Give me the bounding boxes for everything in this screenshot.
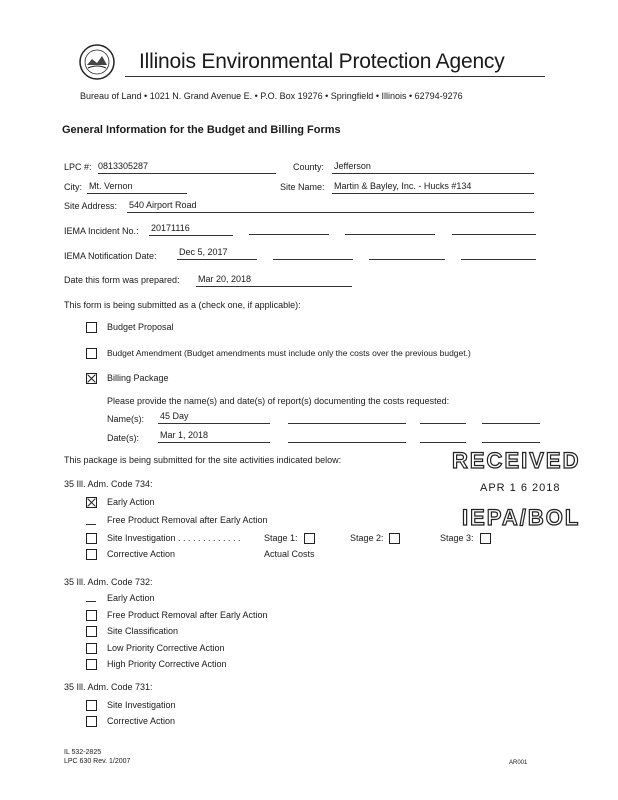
names-field-2[interactable] <box>288 423 406 424</box>
agency-address: Bureau of Land • 1021 N. Grand Avenue E. • P.O. Box 19276 • Springfield • Illinois • 62794-9276 <box>80 91 463 101</box>
dates-label: Date(s): <box>107 433 140 443</box>
stage1-checkbox[interactable] <box>304 533 315 544</box>
code732-early-action-label: Early Action <box>107 593 155 603</box>
site-address-field[interactable] <box>127 200 534 213</box>
code732-early-action-blank[interactable] <box>86 601 96 602</box>
dates-field-4[interactable] <box>482 442 540 443</box>
stage1-label: Stage 1: <box>264 533 298 543</box>
code734-corrective-action-checkbox[interactable] <box>86 549 97 560</box>
code731-corrective-action-checkbox[interactable] <box>86 716 97 727</box>
budget-proposal-label: Budget Proposal <box>107 322 174 332</box>
stamp-office: IEPA/BOL <box>462 505 581 530</box>
iema-incident-extra-2[interactable] <box>345 234 435 235</box>
iema-notification-extra-1[interactable] <box>273 259 353 260</box>
lpc-field[interactable] <box>98 161 276 174</box>
stage2-label: Stage 2: <box>350 533 384 543</box>
code732-high-priority-checkbox[interactable] <box>86 659 97 670</box>
code732-site-classification-label: Site Classification <box>107 626 179 636</box>
code731-site-investigation-checkbox[interactable] <box>86 700 97 711</box>
code734-corrective-action-label: Corrective Action <box>107 549 176 559</box>
site-address-label: Site Address: <box>64 201 118 211</box>
code732-high-priority-label: High Priority Corrective Action <box>107 659 227 669</box>
seal-icon <box>78 43 116 81</box>
code734-free-product-label: Free Product Removal after Early Action <box>107 515 268 525</box>
submission-prompt: This form is being submitted as a (check one, if applicable): <box>64 300 301 310</box>
dates-field-3[interactable] <box>420 442 466 443</box>
agency-name: Illinois Environmental Protection Agency <box>139 50 505 73</box>
city-field[interactable] <box>87 181 187 194</box>
city-label: City: <box>64 182 82 192</box>
site-name-field[interactable] <box>332 181 534 194</box>
county-label: County: <box>293 162 325 172</box>
stamp-date: APR 1 6 2018 <box>480 482 561 494</box>
code734-site-investigation-checkbox[interactable] <box>86 533 97 544</box>
iema-incident-label: IEMA Incident No.: <box>64 226 139 236</box>
code732-low-priority-checkbox[interactable] <box>86 643 97 654</box>
lpc-label: LPC #: <box>64 162 92 172</box>
footer-form-id: IL 532-2825 <box>64 749 102 756</box>
code732-free-product-checkbox[interactable] <box>86 610 97 621</box>
names-label: Name(s): <box>107 414 145 424</box>
city-value: Mt. Vernon <box>89 181 133 191</box>
footer-revision: LPC 630 Rev. 1/2007 <box>64 758 131 765</box>
date-prepared-field[interactable] <box>196 274 352 287</box>
code732-site-classification-checkbox[interactable] <box>86 626 97 637</box>
budget-amendment-checkbox[interactable] <box>86 348 97 359</box>
code734-heading: 35 Ill. Adm. Code 734: <box>64 479 153 489</box>
names-field-3[interactable] <box>420 423 466 424</box>
stage3-checkbox[interactable] <box>480 533 491 544</box>
code734-site-investigation-label: Site Investigation . . . . . . . . . . . . . <box>107 533 241 543</box>
code732-low-priority-label: Low Priority Corrective Action <box>107 643 225 653</box>
code734-early-action-label: Early Action <box>107 497 155 507</box>
iema-notification-value: Dec 5, 2017 <box>179 247 228 257</box>
names-field[interactable] <box>158 411 270 424</box>
budget-amendment-label: Budget Amendment (Budget amendments must include only the costs over the previous budget.) <box>107 348 471 358</box>
dates-field-2[interactable] <box>288 442 406 443</box>
code731-heading: 35 Ill. Adm. Code 731: <box>64 682 153 692</box>
stage3-label: Stage 3: <box>440 533 474 543</box>
header-rule <box>125 76 545 77</box>
activities-prompt: This package is being submitted for the site activities indicated below: <box>64 455 342 465</box>
iema-notification-field[interactable] <box>177 247 257 260</box>
code732-free-product-label: Free Product Removal after Early Action <box>107 610 268 620</box>
lpc-value: 0813305287 <box>98 161 149 171</box>
received-stamp: RECEIVED <box>452 448 581 473</box>
iema-notification-extra-3[interactable] <box>461 259 536 260</box>
iema-incident-value: 20171116 <box>151 223 190 233</box>
code734-early-action-checkbox[interactable] <box>86 497 97 508</box>
footer-page-code: AR001 <box>509 760 528 766</box>
site-name-value: Martin & Bayley, Inc. - Hucks #134 <box>334 181 472 191</box>
report-instruction: Please provide the name(s) and date(s) of report(s) documenting the costs requested: <box>107 396 450 406</box>
iema-notification-extra-2[interactable] <box>369 259 445 260</box>
iema-incident-extra-1[interactable] <box>249 234 329 235</box>
stage2-checkbox[interactable] <box>389 533 400 544</box>
form-title: General Information for the Budget and Billing Forms <box>62 124 341 136</box>
code734-free-product-blank[interactable] <box>86 524 96 525</box>
county-value: Jefferson <box>334 161 371 171</box>
names-value: 45 Day <box>160 411 189 421</box>
code731-site-investigation-label: Site Investigation <box>107 700 176 710</box>
actual-costs-label: Actual Costs <box>264 549 315 559</box>
code731-corrective-action-label: Corrective Action <box>107 716 176 726</box>
site-address-value: 540 Airport Road <box>129 200 197 210</box>
date-prepared-label: Date this form was prepared: <box>64 275 180 285</box>
county-field[interactable] <box>332 161 534 174</box>
code732-heading: 35 Ill. Adm. Code 732: <box>64 577 153 587</box>
billing-package-label: Billing Package <box>107 373 169 383</box>
iema-incident-field[interactable] <box>149 223 233 236</box>
dates-field[interactable] <box>158 430 270 443</box>
date-prepared-value: Mar 20, 2018 <box>198 274 252 284</box>
iema-notification-label: IEMA Notification Date: <box>64 251 157 261</box>
site-name-label: Site Name: <box>280 182 325 192</box>
budget-proposal-checkbox[interactable] <box>86 322 97 333</box>
dates-value: Mar 1, 2018 <box>160 430 209 440</box>
agency-seal <box>78 43 116 86</box>
billing-package-checkbox[interactable] <box>86 373 97 384</box>
names-field-4[interactable] <box>482 423 540 424</box>
iema-incident-extra-3[interactable] <box>452 234 536 235</box>
